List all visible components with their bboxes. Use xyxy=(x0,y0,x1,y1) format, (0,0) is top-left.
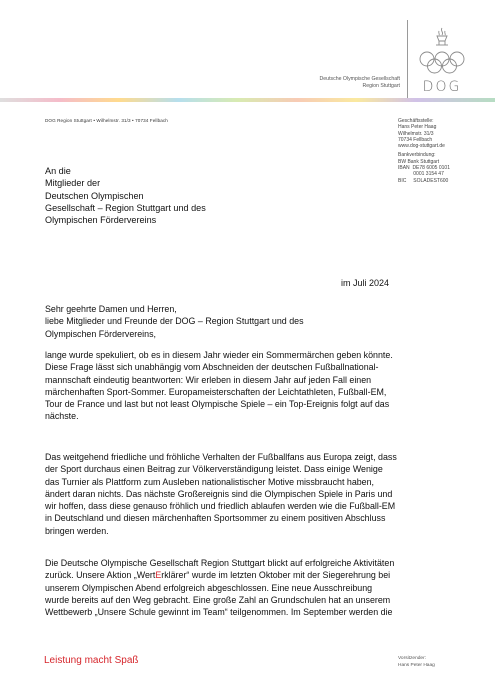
org-name-line-1: Deutsche Olympische Gesellschaft xyxy=(319,76,400,82)
sidebar-contact xyxy=(398,118,490,184)
letter-date: im Juli 2024 xyxy=(341,278,390,288)
paragraph-line: bringen werden. xyxy=(45,525,109,536)
paragraph-line: Wettbewerb „Unsere Schule gewinnt im Team“ teilgenommen. Im September werden die xyxy=(45,607,393,618)
paragraph-line: Tour de France und last but not least Olympische Spiele – ein Top-Ereignis folgt auf das xyxy=(45,399,390,410)
address-line: Olympischen Fördervereins xyxy=(45,215,157,226)
text-segment: “ wurde im letzten Oktober mit der Siegerehrung bei xyxy=(186,570,391,581)
sidebar-line: Bankverbindung: xyxy=(398,152,436,159)
logo-text: DOG xyxy=(422,79,462,95)
sidebar-line: IBAN DE78 6005 0101 xyxy=(398,165,450,172)
sidebar-website: www.dog-stuttgart.de xyxy=(398,143,445,150)
paragraph-line: märchenhaften Sport-Sommer. Europameisterschaften der Leichtathleten, Fußball-EM, xyxy=(45,386,387,397)
address-line: Gesellschaft – Region Stuttgart und des xyxy=(45,202,206,213)
address-line: An die xyxy=(45,166,71,176)
paragraph-line: in Deutschland und diesen märchenhaften Sportsommer zu einem positiven Abschluss xyxy=(45,513,386,524)
paragraph-line: Die Deutsche Olympische Gesellschaft Region Stuttgart blickt auf erfolgreiche Aktivitäten xyxy=(45,558,395,568)
paragraph-line: mannschaft eindeutig beantworten: Wir erleben in diesem Jahr auf jeden Fall einen xyxy=(45,374,372,385)
org-name-line-2: Region Stuttgart xyxy=(362,83,400,89)
sender-line: DOG Region Stuttgart • Wilhelmstr. 31/3 • 70734 Fellbach xyxy=(45,118,168,123)
werterklaerer-red-letter: E xyxy=(155,570,162,581)
paragraph-line: nächste. xyxy=(45,411,79,422)
paragraph-line: das Turnier als Plattform zum Ausleben nationalistischer Motive missbraucht haben, xyxy=(45,476,375,487)
salutation-line: Olympischen Fördervereins, xyxy=(45,328,156,339)
sidebar-line: 0001 3154 47 xyxy=(398,171,444,178)
paragraph-line-with-highlight xyxy=(45,569,455,581)
header-divider xyxy=(407,20,408,98)
paragraph-line: lange wurde spekuliert, ob es in diesem Jahr wieder ein Sommermärchen geben könnte. xyxy=(45,350,393,360)
salutation-line: liebe Mitglieder und Freunde der DOG – Region Stuttgart und des xyxy=(45,316,304,327)
sidebar-line: Geschäftsstelle: xyxy=(398,118,434,124)
color-stripe xyxy=(0,98,495,102)
paragraph-3 xyxy=(45,557,455,618)
paragraph-line: Das weitgehend friedliche und fröhliche Verhalten der Fußballfans aus Europa zeigt, dass xyxy=(45,452,397,462)
paragraph-1 xyxy=(45,349,455,423)
sidebar-line: BW Bank Stuttgart xyxy=(398,158,440,165)
sidebar-line: 70734 Fellbach xyxy=(398,136,433,143)
werterklaerer-part: Wert xyxy=(136,570,156,581)
sidebar-line: Wilhelmstr. 31/3 xyxy=(398,130,434,137)
paragraph-line: ändert daran nichts. Das nächste Großereignis sind die Olympischen Spiele in Paris und xyxy=(45,488,393,499)
footer-slogan: Leistung macht Spaß xyxy=(44,655,139,666)
paragraph-line: wurde bereits auf den Weg gebracht. Eine große Zahl an Grundschulen hat an unserem xyxy=(45,594,391,605)
salutation-line: Sehr geehrte Damen und Herren, xyxy=(45,304,177,314)
sidebar-line: BIC SOLADEST600 xyxy=(398,177,449,184)
text-segment: zurück. Unsere Aktion „ xyxy=(45,570,137,581)
paragraph-2 xyxy=(45,451,455,537)
board-name: Hans Peter Haag xyxy=(398,662,435,668)
werterklaerer-part: rklärer xyxy=(161,570,187,581)
sidebar-line: Hans Peter Haag xyxy=(398,124,437,131)
paragraph-line: wir hoffen, dass diese genauso fröhlich und friedlich ablaufen werden wie die Fußball-EM xyxy=(45,501,396,512)
paragraph-line: Diese Frage lässt sich unabhängig vom Abschneiden der deutschen Fußballnational- xyxy=(45,362,379,373)
paragraph-line: der Sport durchaus einen Beitrag zur Völkerverständigung leistet. Dass einige Wenige xyxy=(45,464,383,475)
footer-board xyxy=(398,656,435,669)
address-line: Deutschen Olympischen xyxy=(45,190,144,201)
salutation xyxy=(45,303,455,340)
board-label: Vorsitzender: xyxy=(398,656,426,661)
recipient-address xyxy=(45,165,206,226)
paragraph-line: unserem Olympischen Abend erfolgreich abgeschlossen. Eine neue Ausschreibung xyxy=(45,582,373,593)
address-line: Mitglieder der xyxy=(45,178,101,189)
